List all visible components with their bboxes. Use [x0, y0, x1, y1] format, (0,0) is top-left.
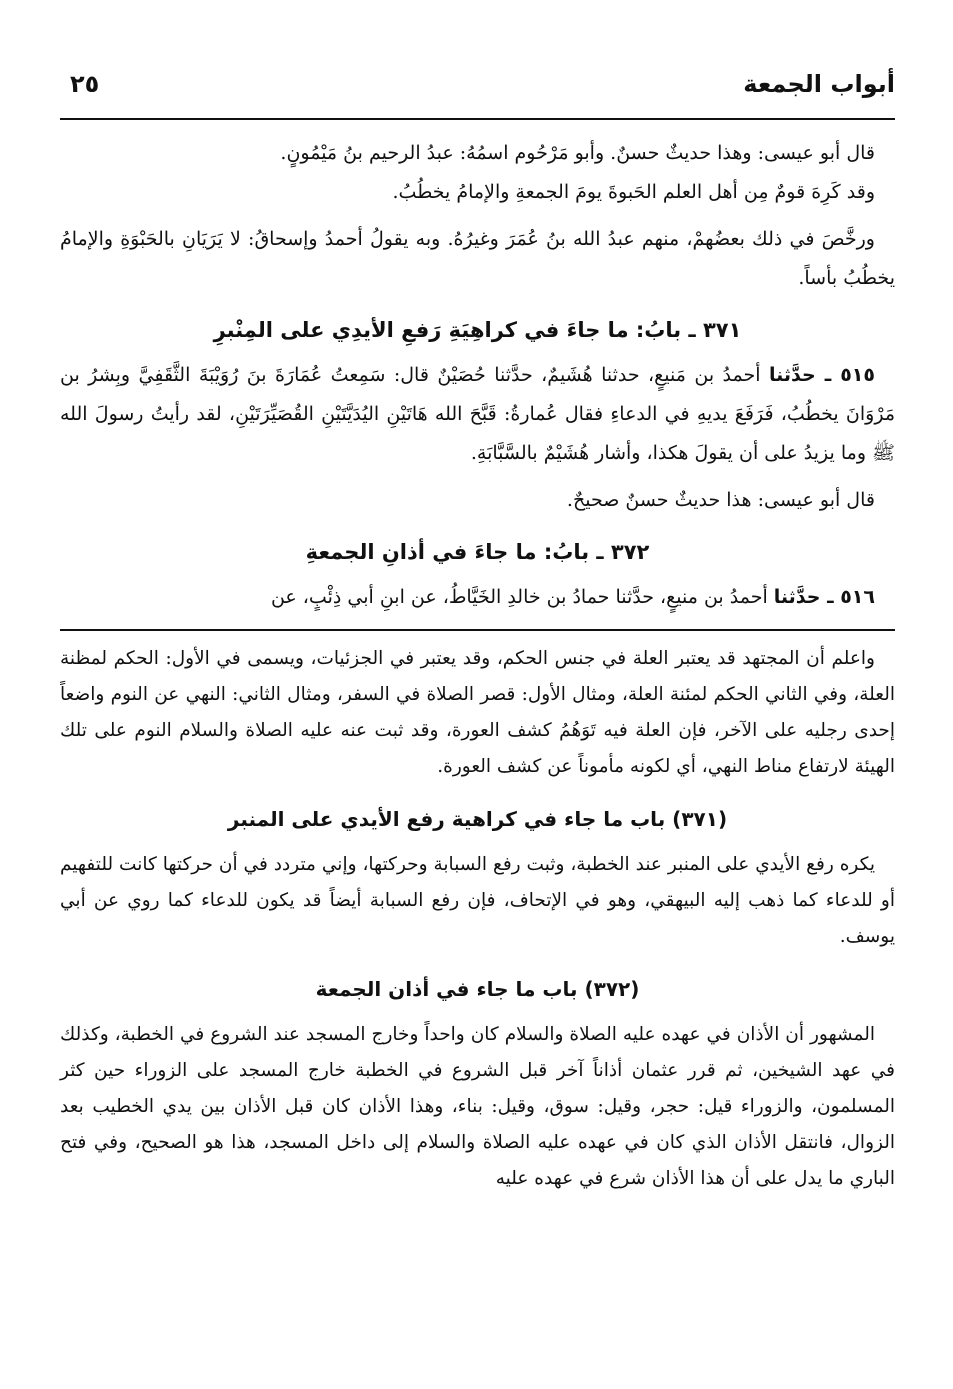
commentary-paragraph: المشهور أن الأذان في عهده عليه الصلاة والسلام كان واحداً وخارج المسجد عند الشروع في الخطبة، وكذلك في عهد الشيخين، ثم قرر عثمان أذاناً آخر قبل الشروع في الخطبة خارج المسجد على الزوراء حين كثر المسلمون، والزوراء قيل: حجر، وقيل: سوق، وقيل: بناء، وهذا الأذان كان قبل الأذان بين يدي الخطيب بعد الزوال، فانتقل الأذان الذي كان في عهده عليه الصلاة والسلام إلى داخل المسجد، هذا هو الصحيح، وفي فتح الباري ما يدل على أن هذا الأذان شرع في عهده عليه	[60, 1024, 895, 1189]
chapter-heading-371: ٣٧١ ـ بابُ: ما جاءَ في كراهِيَةِ رَفعِ الأيدِي على المِنْبرِ	[213, 318, 742, 342]
hadith-text: أحمدُ بن منيعٍ، حدَّثنا حمادُ بن خالدِ الخَيَّاطُ، عن ابنِ أبي ذِئْبٍ، عن	[270, 586, 774, 608]
paragraph: قال أبو عيسى: وهذا حديثٌ حسنٌ. وأبو مَرْحُوم اسمُهُ: عبدُ الرحيم بنُ مَيْمُونٍ.	[280, 142, 875, 164]
hadith-text: أحمدُ بن مَنيعٍ، حدثنا هُشَيمٌ، حدَّثنا حُصَيْنٌ قال: سَمِعتُ عُمَارَةَ بنَ رُوَيْبَةَ الثَّقَفِيَّ وبِشرُ بن مَرْوَانَ يخطُبُ، فَرَفَعَ يديهِ في الدعاءِ فقال عُمارةُ: قَبَّحَ الله هَاتَيْنِ اليُدَيَّتَيْنِ القُصَيِّرَتَيْنِ، لقد رأيتُ رسولَ الله ﷺ وما يزيدُ على أن يقولَ هكذا، وأشار هُشَيْمٌ بالسَّبَّابَةِ.	[60, 364, 895, 464]
commentary-paragraph: واعلم أن المجتهد قد يعتبر العلة في جنس الحكم، وقد يعتبر في الجزئيات، ويسمى في الأول: الحكم لمظنة العلة، وفي الثاني الحكم لمئنة العلة، ومثال الأول: قصر الصلاة في السفر، ومثال الثاني: النهي عن النوم واضعاً إحدى رجليه على الآخر، فإن العلة فيه تَوَهُمُ كشف العورة، وقد ثبت عنه عليه الصلاة والسلام النوم على تلك الهيئة لارتفاع مناط النهي، أي لكونه مأموناً عن كشف العورة.	[60, 648, 895, 777]
page-header	[60, 70, 895, 120]
page-number: ٢٥	[70, 70, 100, 98]
paragraph: ورخَّصَ في ذلك بعضُهمْ، منهم عبدُ الله بنُ عُمَرَ وغيرُهُ. وبه يقولُ أحمدُ وإسحاقُ: لا يَرَيَانِ بالحَبْوَةِ والإمامُ يخطُبُ بأساً.	[60, 228, 895, 289]
footnote-divider	[60, 629, 895, 631]
paragraph: قال أبو عيسى: هذا حديثٌ حسنٌ صحيحٌ.	[566, 489, 875, 511]
book-page	[60, 70, 895, 1197]
commentary-heading-372: (٣٧٢) باب ما جاء في أذان الجمعة	[315, 977, 640, 1001]
chapter-heading-372: ٣٧٢ ـ بابُ: ما جاءَ في أذانِ الجمعةِ	[305, 540, 650, 564]
hadith-number: ٥١٥ ـ حدَّثنا	[768, 364, 875, 386]
paragraph: وقد كَرِهَ قومٌ مِن أهل العلم الحَبوةَ يومَ الجمعةِ والإمامُ يخطُبُ.	[392, 181, 875, 203]
hadith-516	[60, 578, 895, 617]
commentary-heading-371: (٣٧١) باب ما جاء في كراهية رفع الأيدي على المنبر	[227, 807, 728, 831]
main-text	[60, 120, 895, 617]
hadith-515	[60, 356, 895, 473]
hadith-number: ٥١٦ ـ حدَّثنا	[773, 586, 875, 608]
commentary-paragraph: يكره رفع الأيدي على المنبر عند الخطبة، وثبت رفع السبابة وحركتها، وإني متردد في أن حركتها كانت للتفهيم أو للدعاء كما ذهب إليه البيهقي، وهو في الإتحاف، فإن رفع السبابة أيضاً قد يكون للدعاء كما روي عن أبي يوسف.	[60, 854, 895, 947]
running-title: أبواب الجمعة	[743, 70, 895, 98]
commentary-section	[60, 641, 895, 1197]
